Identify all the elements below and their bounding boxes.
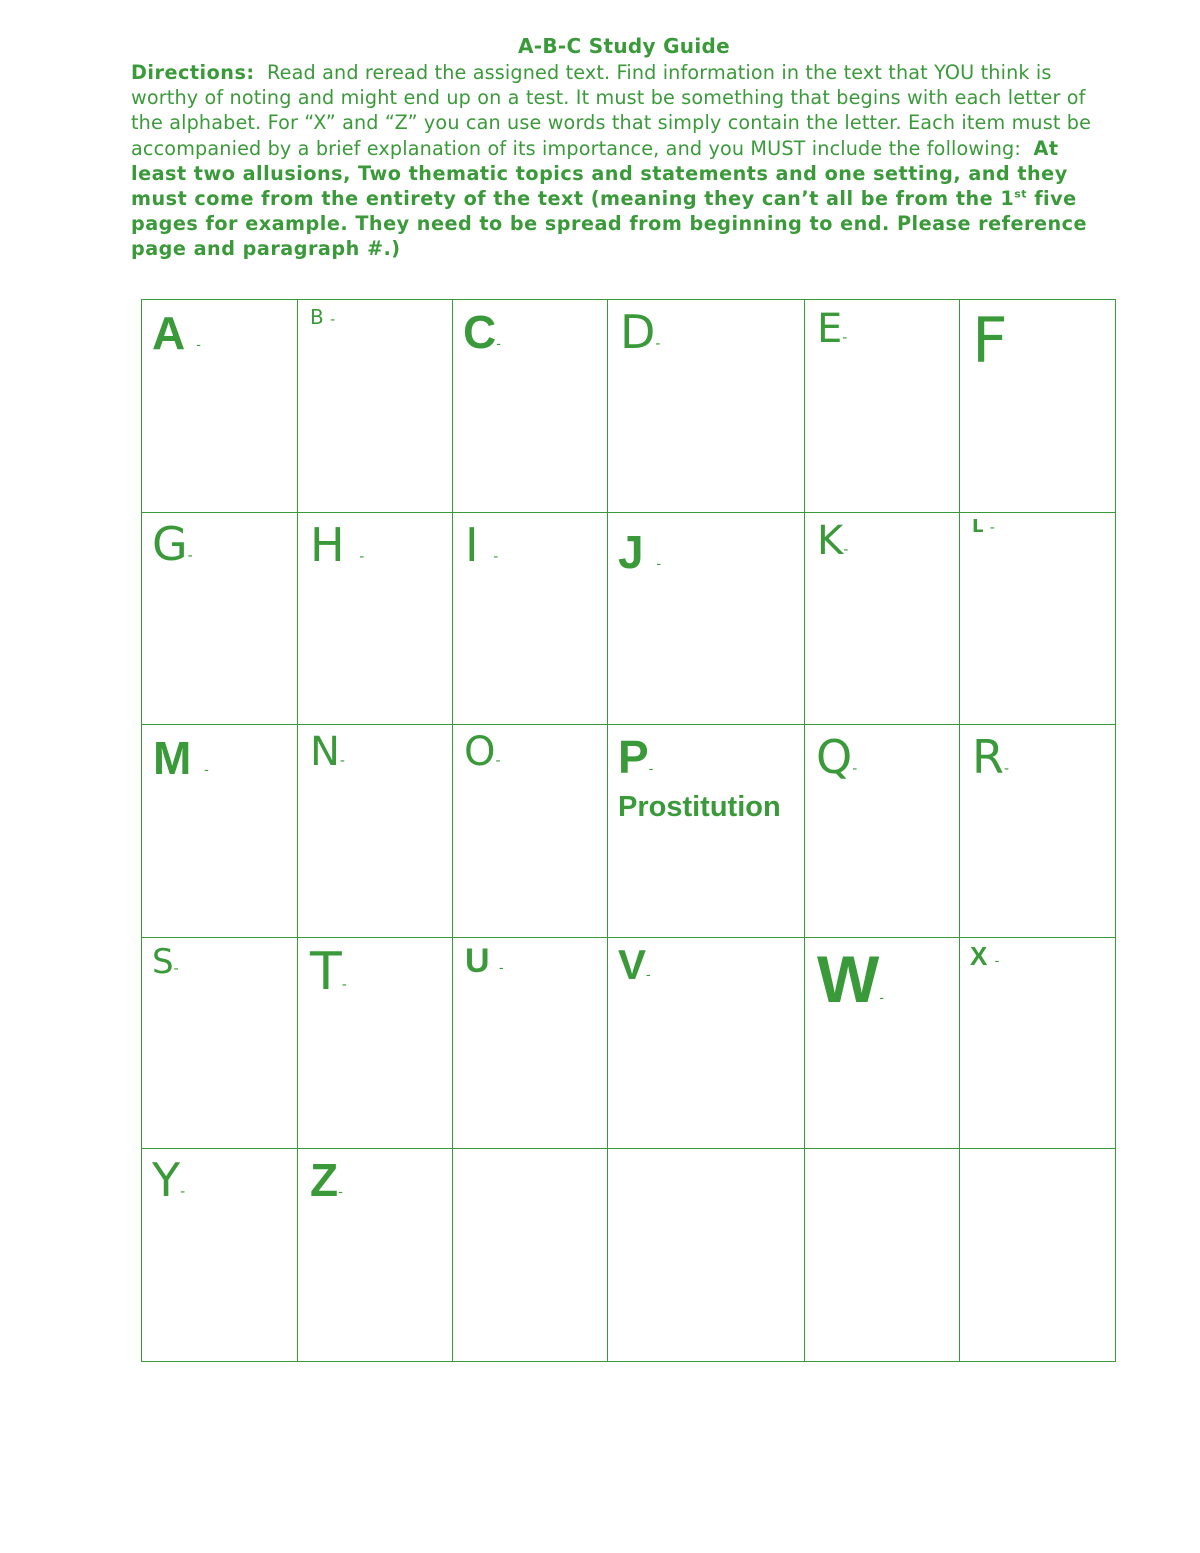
letter-h: H -	[310, 518, 365, 572]
cell-n[interactable]	[298, 725, 453, 938]
letter-a: A -	[152, 307, 201, 359]
letter-j: J -	[618, 526, 662, 578]
letter-v: V-	[618, 941, 651, 988]
letter-k: K-	[817, 518, 849, 564]
cell-z[interactable]	[298, 1149, 453, 1362]
cell-k[interactable]	[805, 513, 960, 725]
cell-c[interactable]	[453, 300, 608, 513]
cell-h[interactable]	[298, 513, 453, 725]
cell-d[interactable]	[608, 300, 805, 513]
cell-u[interactable]	[453, 938, 608, 1149]
cell-s[interactable]	[142, 938, 298, 1149]
cell-v[interactable]	[608, 938, 805, 1149]
cell-o[interactable]	[453, 725, 608, 938]
cell-l[interactable]	[960, 513, 1116, 725]
cell-q[interactable]	[805, 725, 960, 938]
cell-empty-2[interactable]	[608, 1149, 805, 1362]
page-title: A-B-C Study Guide	[518, 34, 730, 58]
directions-paragraph	[131, 60, 1121, 262]
alphabet-grid	[141, 299, 1116, 1362]
letter-m: M -	[153, 732, 209, 784]
letter-l: L -	[972, 516, 995, 537]
letter-z: Z-	[310, 1154, 343, 1206]
cell-x[interactable]	[960, 938, 1116, 1149]
letter-y: Y-	[152, 1153, 186, 1207]
cell-t[interactable]	[298, 938, 453, 1149]
cell-w[interactable]	[805, 938, 960, 1149]
letter-s: S-	[152, 942, 179, 982]
letter-u: U -	[465, 942, 504, 980]
requirements-text-2: five pages for example. They need to be spread from beginning to end. Please reference page and paragraph #.)	[131, 187, 1088, 261]
letter-b: B -	[310, 305, 336, 329]
cell-a[interactable]	[142, 300, 298, 513]
letter-e: E-	[817, 306, 848, 352]
cell-empty-4[interactable]	[960, 1149, 1116, 1362]
letter-t: T-	[310, 942, 347, 1002]
handwritten-note: Prostitution	[618, 791, 781, 823]
cell-j[interactable]	[608, 513, 805, 725]
directions-label: Directions:	[131, 61, 255, 84]
letter-g: G-	[152, 517, 193, 571]
letter-w: W-	[817, 942, 884, 1016]
letter-i: I -	[465, 518, 499, 572]
directions-text: Read and reread the assigned text. Find information in the text that YOU think is worthy of noting and might end up on a test. It must be something that begins with each letter of the alphabet. For “X” and “Z” you can use words that simply contain the letter. Each item must be accompanied by a brief explanation of its importance, and you MUST include the following:	[131, 61, 1092, 160]
cell-g[interactable]	[142, 513, 298, 725]
cell-y[interactable]	[142, 1149, 298, 1362]
letter-x: X -	[970, 941, 1000, 971]
cell-m[interactable]	[142, 725, 298, 938]
cell-empty-1[interactable]	[453, 1149, 608, 1362]
cell-e[interactable]	[805, 300, 960, 513]
cell-b[interactable]	[298, 300, 453, 513]
letter-d: D-	[620, 305, 661, 359]
cell-r[interactable]	[960, 725, 1116, 938]
ordinal-suffix: st	[1014, 187, 1028, 201]
cell-p[interactable]	[608, 725, 805, 938]
letter-f: F	[972, 304, 1008, 377]
letter-p: P-	[618, 731, 654, 783]
cell-f[interactable]	[960, 300, 1116, 513]
letter-q: Q-	[816, 730, 858, 784]
letter-c: C-	[463, 306, 501, 358]
cell-i[interactable]	[453, 513, 608, 725]
cell-empty-3[interactable]	[805, 1149, 960, 1362]
letter-r: R-	[972, 730, 1010, 784]
letter-n: N-	[310, 729, 345, 775]
letter-o: O-	[464, 729, 501, 775]
requirements-text-1: At least two allusions, Two thematic topics and statements and one setting, and they must come from the entirety of the text (meaning they can’t all be from the 1	[131, 136, 1068, 211]
